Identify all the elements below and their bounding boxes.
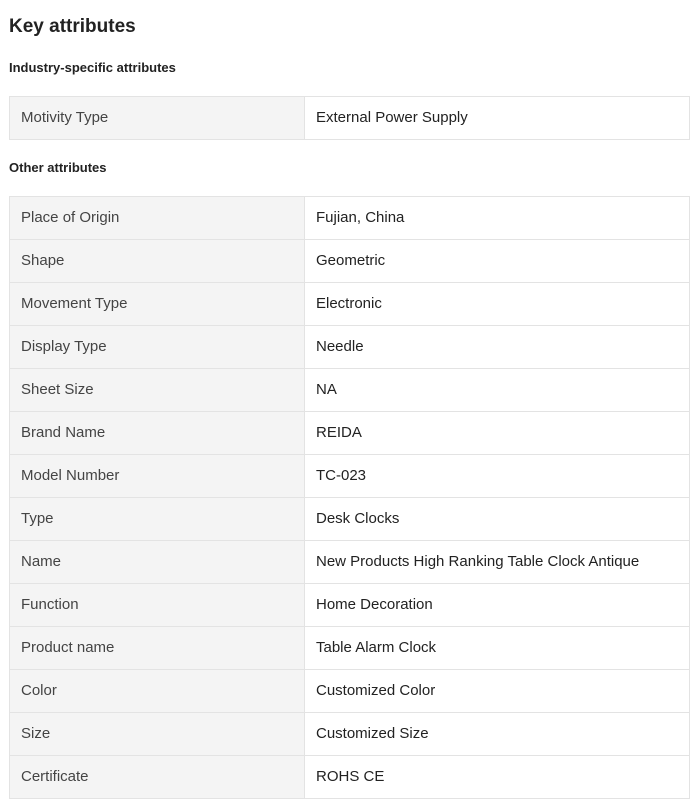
industry-attributes-table — [9, 96, 690, 140]
table-row — [10, 412, 690, 455]
attribute-key: Function — [10, 584, 305, 627]
attribute-value: Customized Size — [305, 713, 690, 756]
attribute-value: New Products High Ranking Table Clock Antique — [305, 541, 690, 584]
table-row — [10, 541, 690, 584]
table-row — [10, 197, 690, 240]
table-row — [10, 97, 690, 140]
table-row — [10, 713, 690, 756]
attribute-key: Movement Type — [10, 283, 305, 326]
table-row — [10, 756, 690, 799]
table-row — [10, 670, 690, 713]
table-row — [10, 627, 690, 670]
attribute-value: REIDA — [305, 412, 690, 455]
attribute-key: Name — [10, 541, 305, 584]
industry-attributes-heading: Industry-specific attributes — [9, 60, 176, 75]
attribute-key: Size — [10, 713, 305, 756]
attribute-key: Place of Origin — [10, 197, 305, 240]
attribute-value: Electronic — [305, 283, 690, 326]
attribute-key: Product name — [10, 627, 305, 670]
attribute-key: Display Type — [10, 326, 305, 369]
attribute-value: Desk Clocks — [305, 498, 690, 541]
attribute-key: Sheet Size — [10, 369, 305, 412]
attribute-value: Needle — [305, 326, 690, 369]
attribute-value: Home Decoration — [305, 584, 690, 627]
attribute-key: Shape — [10, 240, 305, 283]
table-row — [10, 283, 690, 326]
other-attributes-heading: Other attributes — [9, 160, 107, 175]
attribute-value: NA — [305, 369, 690, 412]
table-row — [10, 326, 690, 369]
table-row — [10, 369, 690, 412]
attribute-key: Model Number — [10, 455, 305, 498]
key-attributes-title: Key attributes — [9, 16, 136, 37]
attribute-value: Table Alarm Clock — [305, 627, 690, 670]
table-row — [10, 584, 690, 627]
attribute-key: Certificate — [10, 756, 305, 799]
attribute-value: Customized Color — [305, 670, 690, 713]
attribute-key: Motivity Type — [10, 97, 305, 140]
attribute-value: TC-023 — [305, 455, 690, 498]
attribute-key: Color — [10, 670, 305, 713]
other-attributes-table — [9, 196, 690, 799]
attribute-value: External Power Supply — [305, 97, 690, 140]
table-row — [10, 240, 690, 283]
table-row — [10, 455, 690, 498]
attribute-value: Fujian, China — [305, 197, 690, 240]
table-row — [10, 498, 690, 541]
attribute-value: Geometric — [305, 240, 690, 283]
attribute-key: Brand Name — [10, 412, 305, 455]
attribute-key: Type — [10, 498, 305, 541]
attribute-value: ROHS CE — [305, 756, 690, 799]
